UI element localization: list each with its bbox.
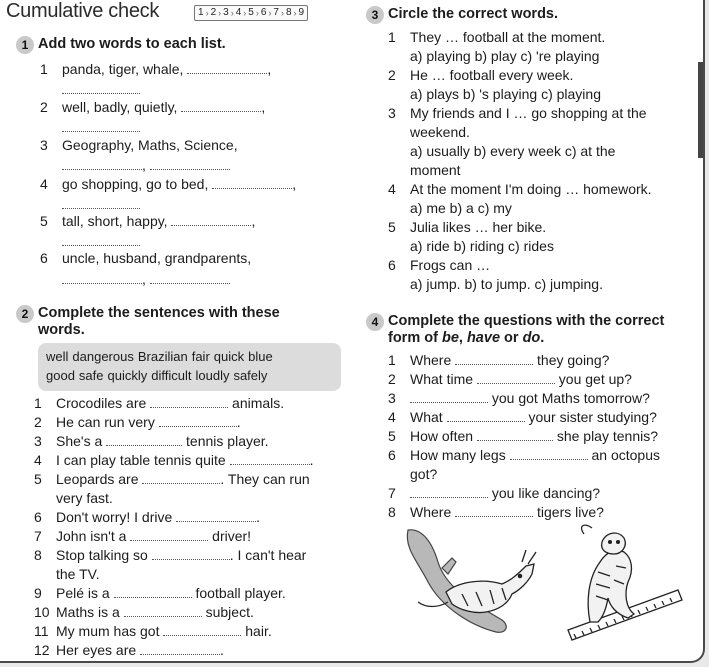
- word: well: [46, 349, 69, 364]
- s3-item-3-options[interactable]: a) usually b) every week c) at the: [410, 143, 616, 159]
- word: blue: [248, 349, 273, 364]
- step-3: 3: [223, 7, 229, 18]
- s2-item-12: 12 Her eyes are .: [34, 642, 224, 658]
- word: safe: [78, 368, 104, 383]
- s1-item-6-line2: ,: [62, 270, 230, 289]
- answer-blank[interactable]: [62, 156, 142, 170]
- word: loudly: [195, 368, 230, 383]
- section-2-heading: 2 Complete the sentences with these words.: [16, 305, 280, 339]
- section-2-badge: 2: [16, 305, 34, 323]
- answer-blank[interactable]: [455, 503, 533, 517]
- progress-steps: 1 › 2 › 3 › 4 › 5 › 6 › 7 › 8 › 9: [194, 5, 308, 21]
- answer-blank[interactable]: [62, 232, 140, 246]
- s4-item-3: 3 you got Maths tomorrow?: [388, 390, 650, 406]
- s3-item-5: 5 Julia likes … her bike.: [388, 219, 547, 235]
- answer-blank[interactable]: [130, 527, 208, 541]
- s2-item-1: 1 Crocodiles are animals.: [34, 395, 285, 411]
- s1-item-3: 3 Geography, Maths, Science,: [40, 137, 238, 153]
- s1-item-2: 2 well, badly, quietly, ,: [40, 99, 266, 115]
- answer-blank[interactable]: [150, 394, 228, 408]
- section-4-badge: 4: [366, 313, 384, 331]
- s4-item-8: 8 Where tigers live?: [388, 504, 604, 520]
- answer-blank[interactable]: [142, 470, 220, 484]
- s3-item-5-options[interactable]: a) ride b) riding c) rides: [410, 238, 554, 254]
- step-1: 1: [198, 7, 204, 18]
- s4-item-2: 2 What time you get up?: [388, 371, 632, 387]
- answer-blank[interactable]: [230, 451, 310, 465]
- tree-branch: [407, 530, 506, 633]
- step-7: 7: [273, 7, 279, 18]
- word-bank-box: [38, 343, 341, 391]
- step-5: 5: [248, 7, 254, 18]
- tiger-right-on-piano: [568, 525, 682, 640]
- s1-item-1-line2: [62, 80, 140, 99]
- answer-blank[interactable]: [477, 370, 555, 384]
- section-1-badge: 1: [16, 36, 34, 54]
- s1-item-2-line2: [62, 118, 140, 137]
- step-2: 2: [210, 7, 217, 18]
- word: fair: [191, 349, 210, 364]
- s2-item-5-line2: very fast.: [56, 490, 113, 506]
- section-3-badge: 3: [366, 6, 384, 24]
- s2-item-4: 4 I can play table tennis quite .: [34, 452, 314, 468]
- word: safely: [233, 368, 268, 383]
- answer-blank[interactable]: [510, 446, 588, 460]
- s4-item-4: 4 What your sister studying?: [388, 409, 657, 425]
- s2-item-5: 5 Leopards are . They can run: [34, 471, 310, 487]
- answer-blank[interactable]: [124, 603, 202, 617]
- answer-blank[interactable]: [163, 622, 241, 636]
- word-bank-row-1: [46, 347, 333, 366]
- answer-blank[interactable]: [106, 432, 182, 446]
- s1-item-5: 5 tall, short, happy, ,: [40, 213, 256, 229]
- answer-blank[interactable]: [150, 156, 230, 170]
- section-4-heading: 4 Complete the questions with the correct form of be, have or do.: [366, 313, 664, 347]
- step-8: 8: [285, 7, 292, 18]
- word: quickly: [107, 368, 148, 383]
- word: Brazilian: [137, 349, 188, 364]
- s2-item-2: 2 He can run very .: [34, 414, 241, 430]
- answer-blank[interactable]: [62, 80, 140, 94]
- word: difficult: [151, 368, 192, 383]
- answer-blank[interactable]: [62, 270, 142, 284]
- s3-item-3-line2: weekend.: [410, 124, 470, 140]
- s3-item-4: 4 At the moment I'm doing … homework.: [388, 181, 652, 197]
- section-3-heading: 3 Circle the correct words.: [366, 6, 558, 23]
- s4-item-7: 7 you like dancing?: [388, 485, 601, 501]
- word-bank-row-2: [46, 366, 333, 385]
- answer-blank[interactable]: [455, 351, 533, 365]
- word: quick: [213, 349, 245, 364]
- tiger-illustration: [402, 522, 684, 642]
- answer-blank[interactable]: [140, 641, 220, 655]
- page-title: Cumulative check: [6, 0, 160, 22]
- answer-blank[interactable]: [150, 270, 230, 284]
- s3-item-2: 2 He … football every week.: [388, 67, 574, 83]
- step-6: 6: [260, 7, 267, 18]
- s3-item-3: 3 My friends and I … go shopping at the: [388, 105, 647, 121]
- word: good: [46, 368, 75, 383]
- s2-item-8-line2: the TV.: [56, 566, 100, 582]
- s3-item-1: 1 They … football at the moment.: [388, 29, 606, 45]
- answer-blank[interactable]: [62, 195, 140, 209]
- s2-item-10: 10 Maths is a subject.: [34, 604, 254, 620]
- page-edge-tab: [698, 62, 703, 158]
- s3-item-1-options[interactable]: a) playing b) play c) 're playing: [410, 48, 600, 64]
- s1-item-4: 4 go shopping, go to bed, ,: [40, 176, 297, 192]
- s2-item-6: 6 Don't worry! I drive .: [34, 509, 261, 525]
- answer-blank[interactable]: [181, 98, 261, 112]
- s4-item-5: 5 How often she play tennis?: [388, 428, 659, 444]
- answer-blank[interactable]: [176, 508, 256, 522]
- s1-item-1: 1 panda, tiger, whale, ,: [40, 61, 272, 77]
- word: dangerous: [72, 349, 134, 364]
- s3-item-2-options[interactable]: a) plays b) 's playing c) playing: [410, 86, 601, 102]
- s4-item-1: 1 Where they going?: [388, 352, 610, 368]
- s2-item-3: 3 She's a tennis player.: [34, 433, 269, 449]
- section-1-heading: 1 Add two words to each list.: [16, 36, 226, 53]
- answer-blank[interactable]: [159, 413, 237, 427]
- s2-item-8: 8 Stop talking so . I can't hear: [34, 547, 307, 563]
- s2-item-7: 7 John isn't a driver!: [34, 528, 252, 544]
- step-4: 4: [235, 7, 242, 18]
- s1-item-6: 6 uncle, husband, grandparents,: [40, 250, 252, 266]
- s3-item-6-options[interactable]: a) jump. b) to jump. c) jumping.: [410, 276, 603, 292]
- step-9: 9: [298, 7, 305, 18]
- s1-item-3-line2: ,: [62, 156, 230, 175]
- s3-item-4-options[interactable]: a) me b) a c) my: [410, 200, 512, 216]
- answer-blank[interactable]: [152, 546, 230, 560]
- answer-blank[interactable]: [62, 118, 140, 132]
- s3-item-3-options-line2[interactable]: moment: [410, 162, 461, 178]
- s4-item-6: 6 How many legs an octopus: [388, 447, 660, 463]
- s2-item-9: 9 Pelé is a football player.: [34, 585, 286, 601]
- s4-item-6-line2: got?: [410, 466, 438, 482]
- answer-blank[interactable]: [410, 484, 488, 498]
- s2-item-11: 11 My mum has got hair.: [34, 623, 272, 639]
- answer-blank[interactable]: [477, 427, 553, 441]
- answer-blank[interactable]: [171, 212, 251, 226]
- answer-blank[interactable]: [114, 584, 192, 598]
- answer-blank[interactable]: [212, 175, 292, 189]
- answer-blank[interactable]: [447, 408, 525, 422]
- answer-blank[interactable]: [410, 389, 488, 403]
- s3-item-6: 6 Frogs can …: [388, 257, 491, 273]
- answer-blank[interactable]: [187, 60, 267, 74]
